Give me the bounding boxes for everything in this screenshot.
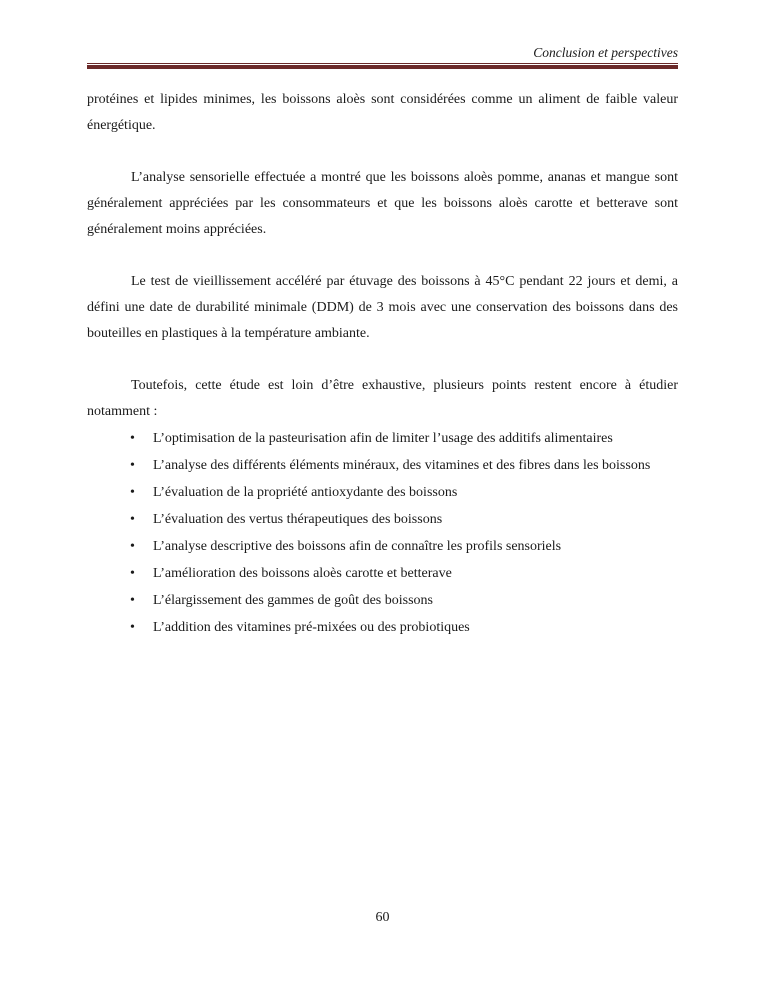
page-content [87,87,678,641]
bullet-icon: • [130,593,135,608]
paragraph-continuation: protéines et lipides minimes, les boissons aloès sont considérées comme un aliment de faible valeur énergétique. [87,92,678,133]
bullet-icon: • [130,458,135,473]
paragraph-perspectives-intro: Toutefois, cette étude est loin d’être exhaustive, plusieurs points restent encore à étudier notamment : [87,378,678,419]
header-rule [87,65,678,69]
perspectives-list [87,425,678,641]
perspectives-block [87,373,678,641]
list-item-text: L’amélioration des boissons aloès carotte et betterave [153,566,452,581]
list-item-text: L’optimisation de la pasteurisation afin de limiter l’usage des additifs alimentaires [153,431,613,446]
paragraph-aging-test: Le test de vieillissement accéléré par étuvage des boissons à 45°C pendant 22 jours et demi, a défini une date de durabilité minimale (DDM) de 3 mois avec une conservation des boissons dans des bouteilles en plastiques à la température ambiante. [87,274,678,341]
bullet-icon: • [130,512,135,527]
bullet-icon: • [130,485,135,500]
list-item-text: L’évaluation des vertus thérapeutiques des boissons [153,512,443,527]
list-item-text: L’analyse descriptive des boissons afin de connaître les profils sensoriels [153,539,562,554]
list-item-text: L’évaluation de la propriété antioxydante des boissons [153,485,458,500]
bullet-icon: • [130,566,135,581]
header-rule-thin [87,63,678,64]
list-item-text: L’addition des vitamines pré-mixées ou des probiotiques [153,620,470,635]
list-item [87,560,678,587]
bullet-icon: • [130,539,135,554]
paragraph-sensory-analysis: L’analyse sensorielle effectuée a montré que les boissons aloès pomme, ananas et mangue sont généralement appréciées par les consommateurs et que les boissons aloès carotte et betterave sont généralement moins appréciées. [87,170,678,237]
list-item [87,425,678,452]
list-item [87,533,678,560]
list-item-text: L’élargissement des gammes de goût des boissons [153,593,433,608]
list-item [87,452,678,479]
page-number: 60 [375,910,390,925]
bullet-icon: • [130,431,135,446]
bullet-icon: • [130,620,135,635]
list-item [87,479,678,506]
list-item [87,587,678,614]
list-item [87,614,678,641]
list-item-text: L’analyse des différents éléments minéraux, des vitamines et des fibres dans les boissons [153,458,651,473]
running-header: Conclusion et perspectives [533,45,678,60]
list-item [87,506,678,533]
